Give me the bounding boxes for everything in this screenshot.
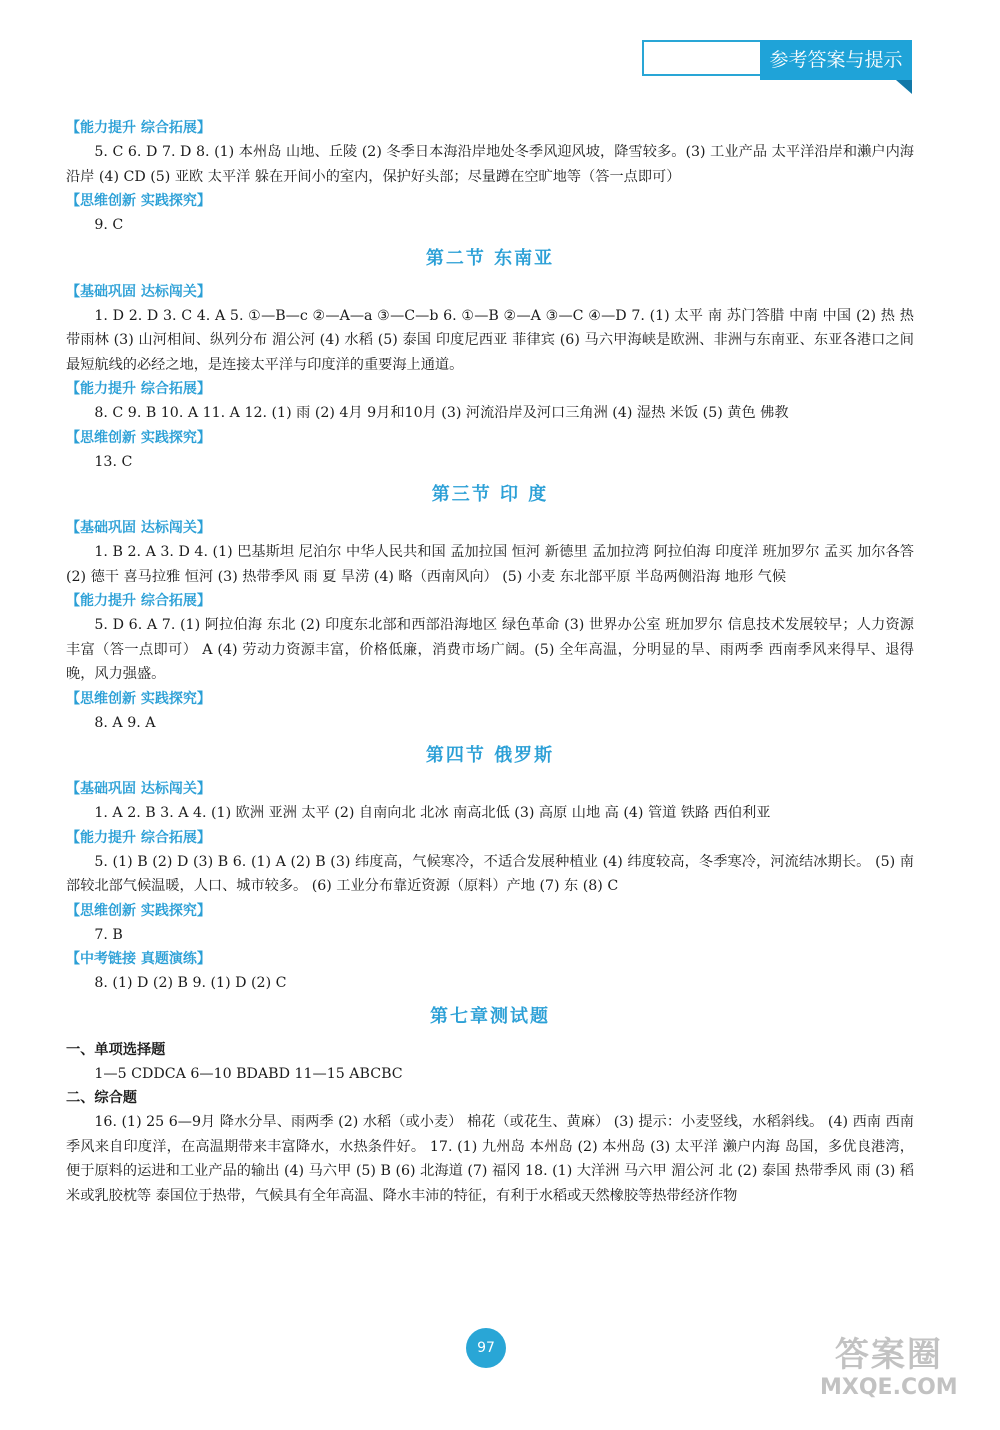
answer-paragraph: 9. C [94, 217, 124, 233]
header-tag-corner [896, 80, 912, 94]
answer-paragraph: 5. C 6. D 7. D 8. (1) 本州岛 山地、丘陵 (2) 冬季日本海沿岸地处冬季风迎风坡，降雪较多。(3) 工业产品 太平洋沿岸和濑户内海沿岸 (4) CD (5) 亚欧 太平洋 躲在开间小的室内，保护好头部；尽量蹲在空旷地等（答一点即可） [66, 144, 914, 185]
page-number: 97 [466, 1328, 506, 1368]
answer-paragraph: 8. (1) D (2) B 9. (1) D (2) C [94, 975, 287, 991]
section-title: 第四节 俄罗斯 [425, 745, 555, 766]
answer-paragraph: 5. (1) B (2) D (3) B 6. (1) A (2) B (3) 纬度高，气候寒冷，不适合发展种植业 (4) 纬度较高，冬季寒冷，河流结冰期长。 (5) 南部较北部气候温暖，人口、城市较多。 (6) 工业分布靠近资源（原料）产地 (7) 东 (8) C [66, 853, 914, 894]
watermark [820, 1335, 958, 1401]
watermark-url: MXQE.COM [820, 1375, 958, 1400]
answer-paragraph: 13. C [94, 453, 133, 470]
section-tag: 【思维创新 实践探究】 [66, 902, 211, 919]
sub-heading: 二、综合题 [66, 1090, 137, 1106]
answer-paragraph: 1. B 2. A 3. D 4. (1) 巴基斯坦 尼泊尔 中华人民共和国 孟加拉国 恒河 新德里 孟加拉湾 阿拉伯海 印度洋 班加罗尔 孟买 加尔各答 (2) 德干 喜马拉雅 恒河 (3) 热带季风 雨 夏 旱涝 (4) 略（西南风向） (5) 小麦 东北部平原 半岛两侧沿海 地形 气候 [66, 544, 914, 585]
section-tag: 【能力提升 综合拓展】 [66, 593, 211, 609]
section-tag: 【基础巩固 达标闯关】 [66, 520, 211, 536]
section-tag: 【能力提升 综合拓展】 [66, 381, 211, 397]
section-tag: 【思维创新 实践探究】 [66, 690, 211, 707]
section-tag: 【中考链接 真题演练】 [66, 951, 211, 967]
sub-heading: 一、单项选择题 [66, 1041, 166, 1058]
section-title: 第二节 东南亚 [425, 247, 555, 269]
answer-paragraph: 1. D 2. D 3. C 4. A 5. ①—B—c ②—A—a ③—C—b 6. ①—B ②—A ③—C ④—D 7. (1) 太平 南 苏门答腊 中南 中国 (2) 热 热带雨林 (3) 山河相间、纵列分布 湄公河 (4) 水稻 (5) 泰国 印度尼西亚 菲律宾 (6) 马六甲海峡是欧洲、非洲与东南亚、东亚各港口之间最短航线的必经之地，是连接太平洋与印度洋的重要海上通道。 [66, 307, 914, 373]
watermark-logo: 答案圈 [834, 1335, 943, 1375]
section-tag: 【基础巩固 达标闯关】 [66, 781, 211, 797]
answer-paragraph: 1. A 2. B 3. A 4. (1) 欧洲 亚洲 太平 (2) 自南向北 北冰 南高北低 (3) 高原 山地 高 (4) 管道 铁路 西伯利亚 [94, 805, 771, 821]
section-tag: 【思维创新 实践探究】 [66, 429, 211, 446]
section-tag: 【能力提升 综合拓展】 [66, 120, 211, 136]
answer-paragraph: 5. D 6. A 7. (1) 阿拉伯海 东北 (2) 印度东北部和西部沿海地区 绿色革命 (3) 世界办公室 班加罗尔 信息技术发展较早；人力资源丰富（答一点即可） A (4) 劳动力资源丰富，价格低廉，消费市场广阔。(5) 全年高温，分明显的旱、雨两季 西南季风来得早、退得晚，风力强盛。 [66, 617, 914, 682]
section-title: 第七章测试题 [430, 1005, 550, 1027]
answer-paragraph: 7. B [94, 926, 123, 943]
section-tag: 【思维创新 实践探究】 [66, 193, 211, 209]
answer-paragraph: 16. (1) 25 6—9月 降水分旱、雨两季 (2) 水稻（或小麦） 棉花（或花生、黄麻） (3) 提示：小麦竖线，水稻斜线。 (4) 西南 西南季风来自印度洋，在高温期带来丰富降水，水热条件好。 17. (1) 九州岛 本州岛 (2) 本州岛 (3) 太平洋 濑户内海 岛国，多优良港湾，便于原料的运进和工业产品的输出 (4) 马六甲 (5) B (6) 北海道 (7) 福冈 18. (1) 大洋洲 马六甲 湄公河 北 (2) 泰国 热带季风 雨 (3) 稻米或乳胶枕等 泰国位于热带，气候具有全年高温、降水丰沛的特征，有利于水稻或天然橡胶等热带经济作物 [66, 1114, 914, 1204]
answer-paragraph: 8. A 9. A [94, 714, 156, 731]
answer-paragraph: 8. C 9. B 10. A 11. A 12. (1) 雨 (2) 4月 9月和10月 (3) 河流沿岸及河口三角洲 (4) 湿热 米饭 (5) 黄色 佛教 [94, 405, 789, 421]
answer-paragraph: 1—5 CDDCA 6—10 BDABD 11—15 ABCBC [94, 1065, 403, 1082]
answer-content [66, 116, 914, 1208]
section-title: 第三节 印 度 [431, 484, 549, 505]
section-tag: 【能力提升 综合拓展】 [66, 829, 211, 846]
section-tag: 【基础巩固 达标闯关】 [66, 283, 211, 300]
header-tag: 参考答案与提示 [760, 40, 912, 80]
